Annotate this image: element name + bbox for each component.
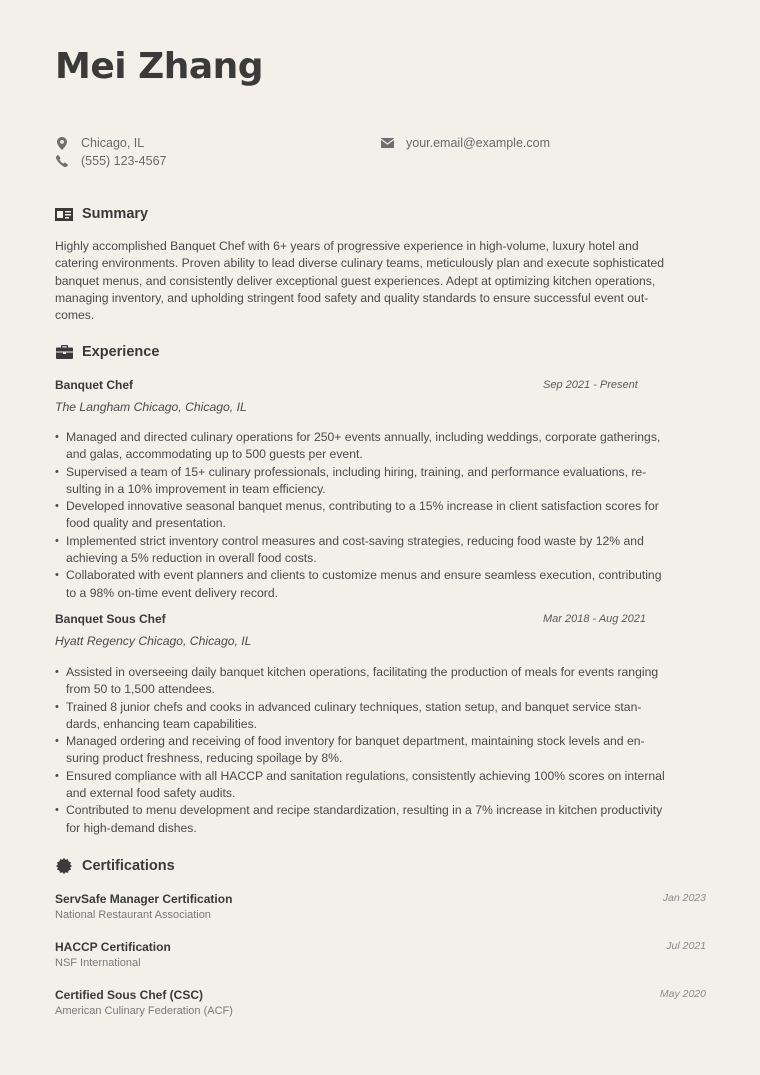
envelope-icon bbox=[380, 136, 394, 150]
summary-line: comes. bbox=[55, 308, 95, 323]
contact-email bbox=[380, 136, 550, 150]
certifications-heading bbox=[55, 858, 175, 874]
list-item: • Collaborated with event planners and clients to customize menus and ensure seamless execution, contributing to a 98% on-time event delivery record. bbox=[55, 567, 715, 602]
list-item: • Managed ordering and receiving of food inventory for banquet department, maintaining stock levels and en- suring product freshness, reducing spoilage by 8%. bbox=[55, 733, 715, 768]
summary-line: catering environments. Proven ability to lead diverse culinary teams, meticulously plan and execute sophisticated bbox=[55, 256, 665, 271]
cert-org: American Culinary Federation (ACF) bbox=[55, 1005, 233, 1017]
cert-org: NSF International bbox=[55, 957, 141, 969]
list-item: • Trained 8 junior chefs and cooks in advanced culinary techniques, station setup, and banquet service stan- dards, enhancing team capabilities. bbox=[55, 699, 715, 734]
list-item: • Contributed to menu development and recipe standardization, resulting in a 7% increase in kitchen productivity for high-demand dishes. bbox=[55, 802, 715, 837]
job-bullets bbox=[55, 429, 715, 602]
cert-name: Certified Sous Chef (CSC) bbox=[55, 988, 204, 1002]
location-text: Chicago, IL bbox=[81, 136, 145, 150]
contact-location bbox=[55, 136, 144, 150]
job-company: Hyatt Regency Chicago, Chicago, IL bbox=[55, 634, 252, 648]
email-text: your.email@example.com bbox=[406, 136, 550, 150]
cert-org: National Restaurant Association bbox=[55, 909, 211, 921]
contact-phone bbox=[55, 154, 166, 168]
experience-heading-text: Experience bbox=[82, 344, 160, 360]
list-item: • Assisted in overseeing daily banquet kitchen operations, facilitating the production of meals for events ranging from 50 to 1,500 attendees. bbox=[55, 664, 715, 699]
summary-line: banquet menus, and consistently deliver exceptional guest experiences. Adept at optimizing kitchen operations, bbox=[55, 273, 656, 288]
summary-line: Highly accomplished Banquet Chef with 6+ years of progressive experience in high-volume, luxury hotel and bbox=[55, 239, 639, 253]
summary-heading-text: Summary bbox=[82, 206, 149, 222]
job-dates: Sep 2021 - Present bbox=[543, 379, 638, 391]
cert-date: Jul 2021 bbox=[666, 940, 706, 952]
map-pin-icon bbox=[55, 136, 69, 150]
candidate-name: Mei Zhang bbox=[55, 46, 264, 87]
cert-date: Jan 2023 bbox=[662, 892, 706, 904]
list-item: • Managed and directed culinary operations for 250+ events annually, including weddings, corporate gatherings, and galas, accommodating up to 500 guests per event. bbox=[55, 429, 715, 464]
phone-icon bbox=[55, 154, 69, 168]
phone-text: (555) 123-4567 bbox=[81, 154, 167, 168]
job-dates: Mar 2018 - Aug 2021 bbox=[543, 613, 646, 625]
list-item: • Ensured compliance with all HACCP and sanitation regulations, consistently achieving 100% scores on internal and external food safety audits. bbox=[55, 768, 715, 803]
summary-heading bbox=[55, 206, 148, 222]
certifications-heading-text: Certifications bbox=[82, 858, 175, 874]
job-company: The Langham Chicago, Chicago, IL bbox=[55, 400, 247, 414]
cert-date: May 2020 bbox=[659, 988, 706, 1000]
cert-name: ServSafe Manager Certification bbox=[55, 892, 233, 906]
badge-icon bbox=[55, 858, 73, 874]
list-item: • Developed innovative seasonal banquet menus, contributing to a 15% increase in client satisfaction scores for food quality and presentation. bbox=[55, 498, 715, 533]
list-item: • Implemented strict inventory control measures and cost-saving strategies, reducing food waste by 12% and achieving a 5% reduction in overall food costs. bbox=[55, 533, 715, 568]
summary-line: managing inventory, and upholding stringent food safety and quality standards to ensure successful event out- bbox=[55, 290, 649, 305]
id-card-icon bbox=[55, 206, 73, 222]
briefcase-icon bbox=[55, 344, 73, 360]
job-title: Banquet Chef bbox=[55, 378, 133, 392]
list-item: • Supervised a team of 15+ culinary professionals, including hiring, training, and performance evaluations, re- sulting in a 10% improvement in team efficiency. bbox=[55, 464, 715, 499]
job-bullets bbox=[55, 664, 715, 837]
cert-name: HACCP Certification bbox=[55, 940, 171, 954]
job-title: Banquet Sous Chef bbox=[55, 612, 166, 626]
summary-paragraph bbox=[55, 238, 715, 324]
experience-heading bbox=[55, 344, 159, 360]
